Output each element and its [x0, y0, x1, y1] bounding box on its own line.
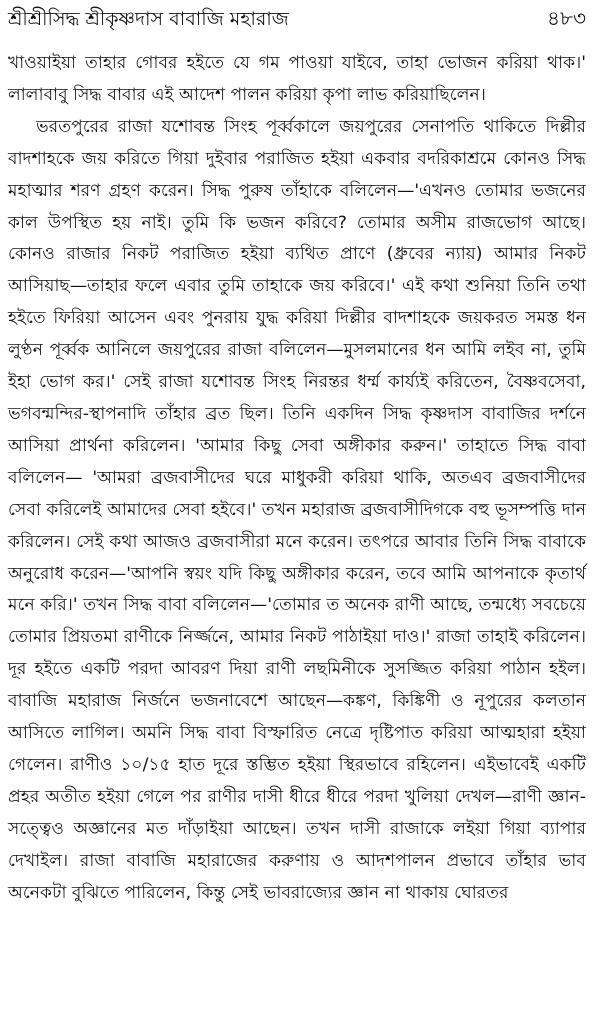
- running-title: শ্রীশ্রীসিদ্ধ শ্রীকৃষ্ণদাস বাবাজি মহারাজ: [8, 8, 289, 30]
- page-header: [8, 4, 586, 48]
- page-body: [8, 48, 586, 909]
- paragraph-jashobanta-singh: ভরতপুরের রাজা যশোবন্ত সিংহ পূর্ব্বকালে জয়পুরের সেনাপতি থাকিতে দিল্লীর বাদশাহকে জয় করিতে গিয়া দুইবার পরাজিত হইয়া একবার বদরিকাশ্রমে কোনও সিদ্ধ মহাত্মার শরণ গ্রহণ করেন। সিদ্ধ পুরুষ তাঁহাকে বলিলেন—'এখনও তোমার ভজনের কাল উপস্থিত হয় নাই। তুমি কি ভজন করিবে? তোমার অসীম রাজভোগ আছে। কোনও রাজার নিকট পরাজিত হইয়া ব্যথিত প্রাণে (ধ্রুবের ন্যায়) আমার নিকট আসিয়াছ—তাহার ফলে এবার তুমি তাহাকে জয় করিবে।' এই কথা শুনিয়া তিনি তথা হইতে ফিরিয়া আসেন এবং পুনরায় যুদ্ধ করিয়া দিল্লীর বাদশাহকে জয়করত সমস্ত ধন লুণ্ঠন পূর্ব্বক আনিলে জয়পুরের রাজা বলিলেন—মুসলমানের ধন আমি লইব না, তুমি ইহা ভোগ কর।' সেই রাজা যশোবন্ত সিংহ নিরন্তর ধর্ম্ম কার্য্যই করিতেন, বৈষ্ণবসেবা, ভগবন্মন্দির-স্থাপনাদি তাঁহার ব্রত ছিল। তিনি একদিন সিদ্ধ কৃষ্ণদাস বাবাজির দর্শনে আসিয়া প্রার্থনা করিলেন। 'আমার কিছু সেবা অঙ্গীকার করুন।' তাহাতে সিদ্ধ বাবা বলিলেন— 'আমরা ব্রজবাসীদের ঘরে মাধুকরী করিয়া থাকি, অতএব ব্রজবাসীদের সেবা করিলেই আমাদের সেবা হইবে।' তখন মহারাজ ব্রজবাসীদিগকে বহু ভূসম্পত্তি দান করিলেন। সেই কথা আজও ব্রজবাসীরা মনে করেন। তৎপরে আবার তিনি সিদ্ধ বাবাকে অনুরোধ করেন—'আপনি স্বয়ং যদি কিছু অঙ্গীকার করেন, তবে আমি আপনাকে কৃতার্থ মনে করি।' তখন সিদ্ধ বাবা বলিলেন—'তোমার ত অনেক রাণী আছে, তন্মধ্যে সবচেয়ে তোমার প্রিয়তমা রাণীকে নির্জ্জনে, আমার নিকট পাঠাইয়া দাও।' রাজা তাহাই করিলেন। দূর হইতে একটি পরদা আবরণ দিয়া রাণী লছমিনীকে সুসজ্জিত করিয়া পাঠান হইল। বাবাজি মহারাজ নির্জনে ভজনাবেশে আছেন—কঙ্কণ, কিঙ্কিণী ও নূপুরের কলতান আসিতে লাগিল। অমনি সিদ্ধ বাবা বিস্ফারিত নেত্রে দৃষ্টিপাত করিয়া আত্মহারা হইয়া গেলেন। রাণীও ১০/১৫ হাত দূরে স্তম্ভিত হইয়া স্থিরভাবে রহিলেন। এইভাবেই একটি প্রহর অতীত হইয়া গেলে পর রাণীর দাসী ধীরে ধীরে পরদা খুলিয়া দেখল—রাণী জ্ঞান-সত্ত্বেও অজ্ঞানের মত দাঁড়াইয়া আছেন। তখন দাসী রাজাকে লইয়া গিয়া ব্যাপার দেখাইল। রাজা বাবাজি মহারাজের করুণায় ও আদশপালন প্রভাবে তাঁহার ভাব অনেকটা বুঝিতে পারিলেন, কিন্তু সেই ভাবরাজ্যের জ্ঞান না থাকায় ঘোরতর: [8, 116, 586, 903]
- paragraph-continued: খাওয়াইয়া তাহার গোবর হইতে যে গম পাওয়া যাইবে, তাহা ভোজন করিয়া থাক।' লালাবাবু সিদ্ধ বাবার এই আদেশ পালন করিয়া কৃপা লাভ করিয়াছিলেন।: [8, 53, 586, 105]
- page-number: ৪৮৩: [547, 6, 586, 30]
